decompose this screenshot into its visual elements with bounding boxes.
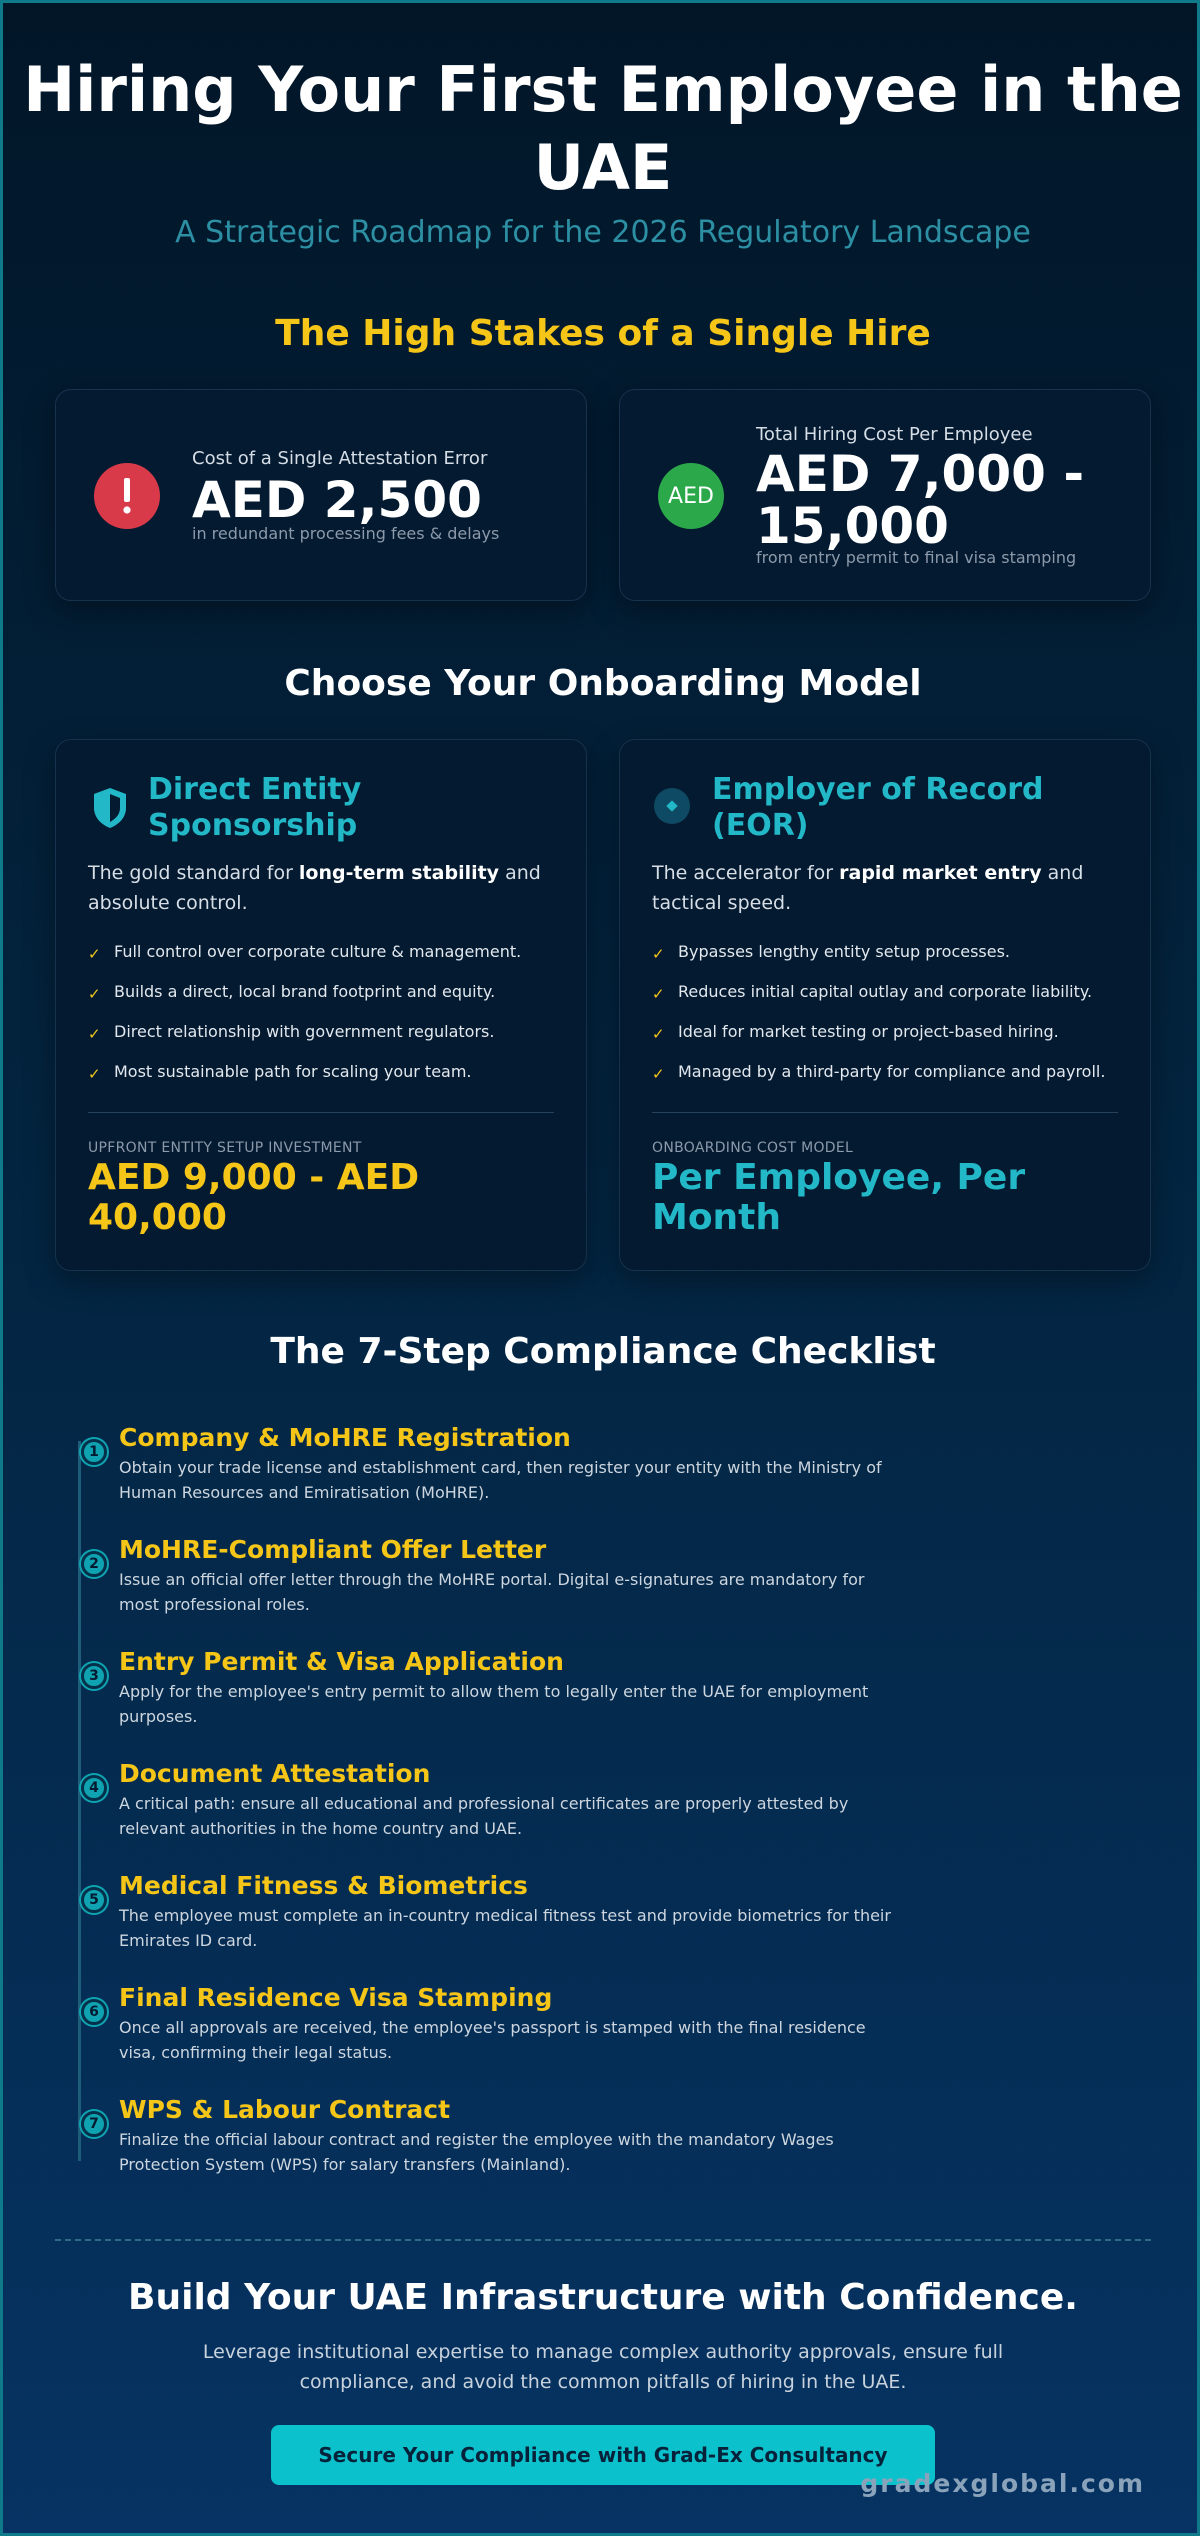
step-number: 3 <box>81 1663 107 1689</box>
desc-text: and absolute control. <box>88 862 541 914</box>
page-subtitle: A Strategic Roadmap for the 2026 Regulatory Landscape <box>175 215 1031 250</box>
direct-entity-features <box>88 942 568 1102</box>
exclamation-icon <box>94 463 160 529</box>
stat-label: Total Hiring Cost Per Employee <box>756 424 1033 445</box>
section-divider <box>55 2239 1151 2241</box>
direct-entity-card <box>55 739 587 1271</box>
desc-emphasis: rapid market entry <box>839 862 1042 884</box>
step-title: WPS & Labour Contract <box>119 2095 451 2124</box>
desc-text: The gold standard for <box>88 862 299 884</box>
step-title: Document Attestation <box>119 1759 431 1788</box>
step-title: MoHRE-Compliant Offer Letter <box>119 1535 547 1564</box>
step-description: Issue an official offer letter through the MoHRE portal. Digital e-signatures are mandatory for most professional roles. <box>119 1570 865 1614</box>
step-description: The employee must complete an in-country medical fitness test and provide biometrics for their Emirates ID card. <box>119 1906 891 1950</box>
list-item: ✓ Most sustainable path for scaling your team. <box>88 1062 472 1083</box>
stat-note: in redundant processing fees & delays <box>192 524 500 543</box>
checklist-heading: The 7-Step Compliance Checklist <box>270 1331 936 1372</box>
list-item: ✓ Bypasses lengthy entity setup processes. <box>652 942 1011 963</box>
list-item: ✓ Direct relationship with government regulators. <box>88 1022 495 1043</box>
eor-desc <box>652 858 1122 918</box>
cost-value: Per Employee, Per Month <box>652 1157 1026 1238</box>
check-icon: ✓ <box>652 1065 665 1083</box>
divider <box>652 1112 1118 1113</box>
cta-text: Leverage institutional expertise to manage complex authority approvals, ensure full compliance, and avoid the common pitfalls of hiring in the UAE. <box>202 2341 1004 2393</box>
step-description: Obtain your trade license and establishment card, then register your entity with the Ministry of Human Resources and Emiratisation (MoHRE). <box>119 1458 882 1502</box>
list-item: ✓ Ideal for market testing or project-based hiring. <box>652 1022 1059 1043</box>
step-number: 5 <box>81 1887 107 1913</box>
total-hiring-cost-card <box>619 389 1151 601</box>
desc-text: and tactical speed. <box>652 862 1084 914</box>
step-title: Final Residence Visa Stamping <box>119 1983 553 2012</box>
secure-compliance-button[interactable]: Secure Your Compliance with Grad-Ex Consultancy <box>271 2425 935 2485</box>
stat-label: Cost of a Single Attestation Error <box>192 448 488 469</box>
divider <box>88 1112 554 1113</box>
attestation-error-card <box>55 389 587 601</box>
eor-card <box>619 739 1151 1271</box>
step-number: 7 <box>81 2111 107 2137</box>
list-item: ✓ Full control over corporate culture & management. <box>88 942 522 963</box>
list-item: ✓ Managed by a third-party for compliance and payroll. <box>652 1062 1106 1083</box>
step-description: A critical path: ensure all educational and professional certificates are properly attested by relevant authorities in the home country and UAE. <box>119 1794 849 1838</box>
cost-label: UPFRONT ENTITY SETUP INVESTMENT <box>88 1140 362 1156</box>
check-icon: ✓ <box>88 985 101 1003</box>
eor-title: Employer of Record (EOR) <box>712 772 1044 843</box>
aed-currency-icon <box>658 463 724 529</box>
aed-icon-text: AED <box>668 483 714 509</box>
step-title: Company & MoHRE Registration <box>119 1423 571 1452</box>
footer-website: gradexglobal.com <box>860 2469 1145 2498</box>
eor-features <box>652 942 1142 1102</box>
timeline-line <box>78 1441 81 2161</box>
step-title: Medical Fitness & Biometrics <box>119 1871 528 1900</box>
direct-entity-desc <box>88 858 558 918</box>
stat-note: from entry permit to final visa stamping <box>756 548 1077 567</box>
step-title: Entry Permit & Visa Application <box>119 1647 564 1676</box>
step-description: Finalize the official labour contract and register the employee with the mandatory Wages Protection System (WPS) for salary transfers (Mainland). <box>119 2130 834 2174</box>
direct-entity-title: Direct Entity Sponsorship <box>148 772 362 843</box>
step-description: Once all approvals are received, the employee's passport is stamped with the final residence visa, confirming their legal status. <box>119 2018 866 2062</box>
stakes-heading: The High Stakes of a Single Hire <box>275 313 931 354</box>
list-item: ✓ Builds a direct, local brand footprint and equity. <box>88 982 496 1003</box>
stat-value: AED 2,500 <box>192 471 482 529</box>
rocket-icon <box>654 788 690 824</box>
check-icon: ✓ <box>652 985 665 1003</box>
check-icon: ✓ <box>652 1025 665 1043</box>
check-icon: ✓ <box>652 945 665 963</box>
models-heading: Choose Your Onboarding Model <box>284 663 922 704</box>
cta-title: Build Your UAE Infrastructure with Confidence. <box>128 2277 1078 2318</box>
step-description: Apply for the employee's entry permit to allow them to legally enter the UAE for employment purposes. <box>119 1682 869 1726</box>
step-number: 6 <box>81 1999 107 2025</box>
check-icon: ✓ <box>88 1025 101 1043</box>
page-title: Hiring Your First Employee in the UAE <box>23 53 1183 204</box>
list-item: ✓ Reduces initial capital outlay and corporate liability. <box>652 982 1093 1003</box>
cost-value: AED 9,000 - AED 40,000 <box>88 1157 420 1238</box>
stat-value: AED 7,000 - 15,000 <box>756 445 1085 555</box>
shield-icon <box>90 786 130 830</box>
step-number: 2 <box>81 1551 107 1577</box>
desc-emphasis: long-term stability <box>298 862 500 884</box>
desc-text: The accelerator for <box>652 862 840 884</box>
step-number: 1 <box>81 1439 107 1465</box>
step-number: 4 <box>81 1775 107 1801</box>
check-icon: ✓ <box>88 945 101 963</box>
cost-label: ONBOARDING COST MODEL <box>652 1140 854 1156</box>
check-icon: ✓ <box>88 1065 101 1083</box>
